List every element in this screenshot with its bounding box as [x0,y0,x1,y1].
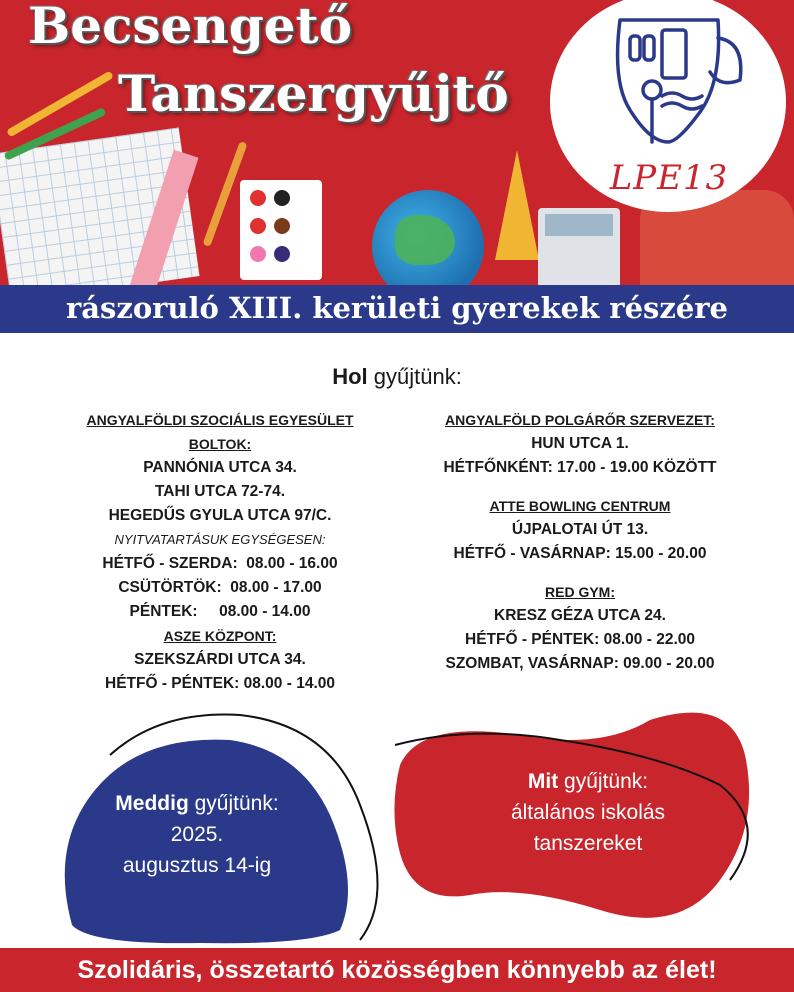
hours-line: HÉTFŐNKÉNT: 17.00 - 19.00 KÖZÖTT [443,459,717,476]
address-line: TAHI UTCA 72-74. [154,483,286,500]
what-line-3: tanszereket [533,832,643,855]
set-square-illustration [495,150,539,260]
hours-line: SZOMBAT, VASÁRNAP: 09.00 - 20.00 [445,655,715,672]
title-line-2: Tanszergyűjtő [118,64,509,123]
hours-line: CSÜTÖRTÖK: 08.00 - 17.00 [118,579,322,596]
where-heading [0,364,794,390]
hours-line: HÉTFŐ - PÉNTEK: 08.00 - 14.00 [105,675,335,692]
until-bold: Meddig [115,792,189,815]
address-line: ÚJPALOTAI ÚT 13. [511,521,649,538]
where-heading-bold: Hol [332,364,368,389]
hours-note: NYITVATARTÁSUK EGYSÉGESEN: [114,532,326,547]
what-bold: Mit [527,770,559,793]
address-line: HUN UTCA 1. [531,435,629,452]
until-year: 2025. [170,823,224,846]
paint-palette-illustration [240,180,322,280]
subtitle-text: rászoruló XIII. kerületi gyerekek részére [65,291,729,325]
title-line-1: Becsengető [28,0,353,55]
shops-title: BOLTOK: [188,436,252,452]
hours-line: HÉTFŐ - PÉNTEK: 08.00 - 22.00 [465,631,695,648]
address-line: SZEKSZÁRDI UTCA 34. [134,651,306,668]
right-column [400,408,760,676]
calculator-screen [545,214,613,236]
footer-slogan: Szolidáris, összetartó közösségben könnyebb az élet! [77,956,717,984]
org-name: RED GYM: [545,584,615,600]
address-line: HEGEDŰS GYULA UTCA 97/C. [108,507,332,524]
logo-text: LPE13 [609,158,729,198]
what-line-2: általános iskolás [510,801,666,824]
hours-line: PÉNTEK: 08.00 - 14.00 [129,603,311,620]
hours-line: HÉTFŐ - SZERDA: 08.00 - 16.00 [102,555,338,572]
where-heading-rest: gyűjtünk: [367,364,462,389]
hours-line: HÉTFŐ - VASÁRNAP: 15.00 - 20.00 [453,545,707,562]
asze-title: ASZE KÖZPONT: [163,628,277,644]
address-line: PANNÓNIA UTCA 34. [143,459,297,476]
org-name: ATTE BOWLING CENTRUM [489,498,671,514]
org-name: ANGYALFÖLDI SZOCIÁLIS EGYESÜLET [86,412,354,428]
what-text [468,766,708,859]
address-line: KRESZ GÉZA UTCA 24. [494,607,666,624]
left-column [40,408,400,696]
until-rest: gyűjtünk: [188,792,279,815]
until-date: augusztus 14-ig [122,854,272,877]
globe-land-illustration [395,215,455,265]
until-text [82,788,312,881]
what-rest: gyűjtünk: [558,770,649,793]
org-name: ANGYALFÖLD POLGÁRŐR SZERVEZET: [445,412,715,428]
